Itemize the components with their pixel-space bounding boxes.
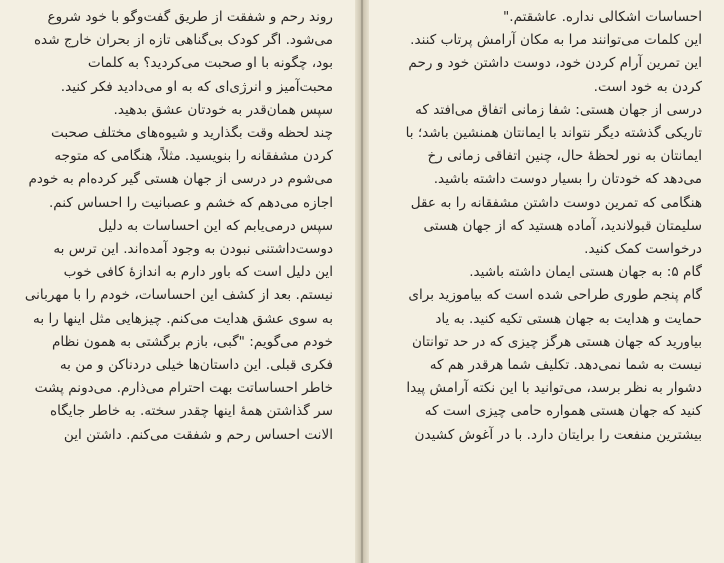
text-line: کردن مشفقانه را بنویسید. مثلاً، هنگامی که متوجه: [54, 148, 333, 165]
text-line: دشوار به نظر برسد، می‌توانید با این نکته آرامش پیدا: [406, 380, 702, 397]
text-line: می‌شود. اگر کودک بی‌گناهی تازه از بحران خارج شده: [33, 32, 333, 49]
text-line: گام پنجم طوری طراحی شده است که بیاموزید برای: [408, 287, 702, 304]
text-line: سر گذاشتن همهٔ اینها چقدر سخته. به خاطر جایگاه: [50, 403, 333, 420]
text-line: بود، چگونه با او صحبت می‌کردید؟ به کلمات: [87, 55, 333, 72]
text-line: هنگامی که تمرین دوست داشتن مشفقانه را به عقل: [410, 194, 702, 211]
text-line: احساسات اشکالی نداره. عاشقتم.": [503, 9, 702, 25]
text-line: فکری قبلی. این داستان‌ها خیلی دردناکن و من به: [59, 357, 333, 374]
text-line: کنید که جهان هستی همواره حامی چیزی است که: [424, 403, 702, 420]
text-line: می‌دهد که خودتان را بسیار دوست داشته باشید.: [433, 171, 702, 188]
text-line: حمایت و هدایت به جهان هستی تکیه کنید. به یاد: [435, 310, 702, 327]
book-spine: [361, 0, 363, 563]
text-line: سپس همان‌قدر به خودتان عشق بدهید.: [113, 101, 333, 118]
text-line: به سوی عشق هدایت می‌کنم. چیزهایی مثل اینها را به: [33, 310, 333, 327]
text-line: بیاورید که جهان هستی هرگز چیزی که در حد توانتان: [411, 333, 702, 350]
text-line: این دلیل است که باور دارم به اندازهٔ کافی خوب: [63, 264, 333, 281]
text-line: الانت احساس رحم و شفقت می‌کنم. داشتن این: [63, 426, 333, 443]
text-line: بیشترین منفعت را برایتان دارد. با در آغوش کشیدن: [414, 426, 702, 443]
text-line: دوست‌داشتنی نبودن به وجود آمده‌اند. این ترس به: [53, 241, 333, 258]
text-line: درخواست کمک کنید.: [584, 241, 702, 258]
text-line: سپس درمی‌یابم که این احساسات به دلیل: [98, 217, 333, 234]
right-page: [369, 0, 724, 563]
text-line: کردن به خود است.: [593, 78, 702, 95]
text-line: می‌شوم در درسی از جهان هستی گیر کرده‌ام به خودم: [28, 171, 333, 188]
text-line: خودم می‌گویم: "گبی، بازم برگشتی به همون نظام: [51, 333, 333, 350]
text-line: گام ۵: به جهان هستی ایمان داشته باشید.: [469, 264, 702, 281]
text-line: روند رحم و شفقت از طریق گفت‌وگو با خود شروع: [47, 9, 333, 25]
text-line: اجازه می‌دهم که خشم و عصبانیت را احساس کنم.: [48, 194, 333, 211]
text-line: این تمرین آرام کردن خود، دوست داشتن خود و رحم: [408, 55, 702, 72]
left-page-text: [24, 6, 333, 447]
text-line: محبت‌آمیز و انرژی‌ای که به او می‌دادید فکر کنید.: [60, 78, 333, 95]
text-line: سلیمتان قبولاندید، آماده هستید که از جهان هستی: [423, 217, 702, 234]
text-line: تاریکی گذشته دیگر نتواند با ایمانتان همنشین باشد؛ با: [405, 125, 702, 142]
text-line: این کلمات می‌توانند مرا به مکان آرامش پرتاب کنند.: [410, 32, 702, 49]
right-page-text: [393, 6, 702, 447]
text-line: نیستم. بعد از کشف این احساسات، خودم را با مهربانی: [24, 287, 333, 304]
text-line: خاطر احساساتت بهت احترام می‌ذارم. می‌دونم پشت: [34, 380, 333, 397]
text-line: چند لحظه وقت بگذارید و شیوه‌های مختلف صحبت: [51, 125, 333, 142]
text-line: ایمانتان به نور لحظهٔ حال، چنین اتفاقی زمانی رخ: [427, 148, 702, 165]
left-page: [0, 0, 355, 563]
text-line: نیست به شما نمی‌دهد. تکلیف شما هرقدر هم که: [429, 357, 702, 374]
text-line: درسی از جهان هستی: شفا زمانی اتفاق می‌افتد که: [415, 101, 702, 118]
